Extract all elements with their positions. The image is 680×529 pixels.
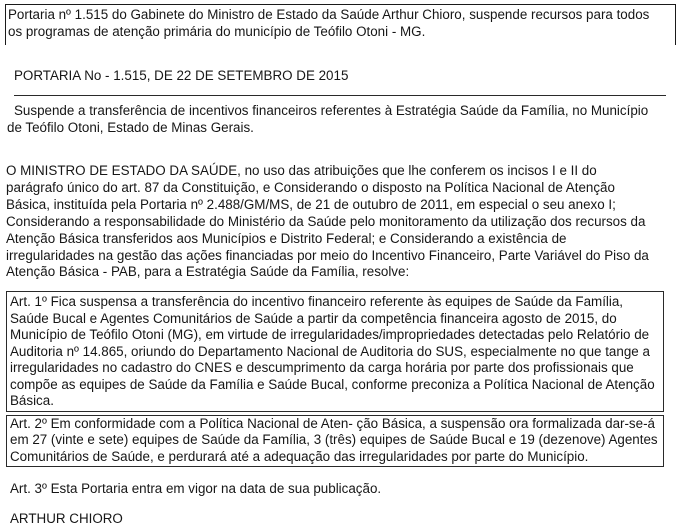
article-1-line: Básica. — [10, 393, 54, 408]
article-2-line: Comunitários de Saúde, e perdurará até a adequação das irregularidades por parte do Município. — [10, 449, 589, 464]
divider — [14, 95, 666, 96]
preamble-line: O MINISTRO DE ESTADO DA SAÚDE, no uso das atribuições que lhe conferem os incisos I e II do — [6, 163, 597, 178]
article-1-line: Art. 1º Fica suspensa a transferência do incentivo financeiro referente às equipes de Saúde da Família, — [10, 294, 624, 309]
article-1-line: Auditoria nº 14.865, oriundo do Departamento Nacional de Auditoria do SUS, especialmente no que tange a — [10, 344, 650, 359]
article-1-line: irregularidades no cadastro do CNES e descumprimento da carga horária por parte dos profissionais que — [10, 360, 634, 375]
ementa-line: de Teófilo Otoni, Estado de Minas Gerais. — [7, 120, 254, 135]
summary-line: os programas de atenção primária do município de Teófilo Otoni - MG. — [8, 24, 426, 39]
ementa-line: Suspende a transferência de incentivos financeiros referentes à Estratégia Saúde da Família, no Município — [14, 103, 649, 118]
preamble-line: Básica, instituída pela Portaria nº 2.488/GM/MS, de 21 de outubro de 2011, em especial o seu anexo I; — [6, 197, 616, 212]
preamble-line: Atenção Básica - PAB, para a Estratégia Saúde da Família, resolve: — [6, 264, 410, 279]
article-2-line: em 27 (vinte e sete) equipes de Saúde da Família, 3 (três) equipes de Saúde Bucal e 19 (dezenove) Agentes — [10, 432, 658, 447]
article-1-line: Saúde Bucal e Agentes Comunitários de Saúde a partir da competência financeira agosto de 2015, do — [10, 311, 617, 326]
preamble-line: Considerando a responsabilidade do Ministério da Saúde pelo monitoramento da utilização dos recursos da — [6, 214, 646, 229]
article-1-line: compõe as equipes de Saúde da Família e Saúde Bucal, conforme preconiza a Política Nacional de Atenção — [10, 377, 655, 392]
summary-line: Portaria nº 1.515 do Gabinete do Ministro de Estado da Saúde Arthur Chioro, suspende recursos para todos — [8, 7, 650, 22]
article-1-line: Município de Teófilo Otoni (MG), em virtude de irregularidades/impropriedades detectadas pelo Relatório de — [10, 327, 650, 342]
article-3: Art. 3º Esta Portaria entra em vigor na data de sua publicação. — [10, 481, 382, 496]
preamble-line: Atenção Básica transferidos aos Municípios e Distrito Federal; e Considerando a existência de — [6, 231, 567, 246]
article-2-line: Art. 2º Em conformidade com a Política Nacional de Aten- ção Básica, a suspensão ora formalizada dar-se-á — [10, 416, 655, 431]
preamble-line: parágrafo único do art. 87 da Constituição, e Considerando o disposto na Política Nacional de Atenção — [6, 180, 615, 195]
portaria-heading: PORTARIA No - 1.515, DE 22 DE SETEMBRO DE 2015 — [14, 68, 349, 83]
preamble-line: irregularidades na gestão das ações financiadas por meio do Incentivo Financeiro, Parte Variável do Piso da — [6, 248, 649, 263]
signature: ARTHUR CHIORO — [10, 511, 123, 526]
